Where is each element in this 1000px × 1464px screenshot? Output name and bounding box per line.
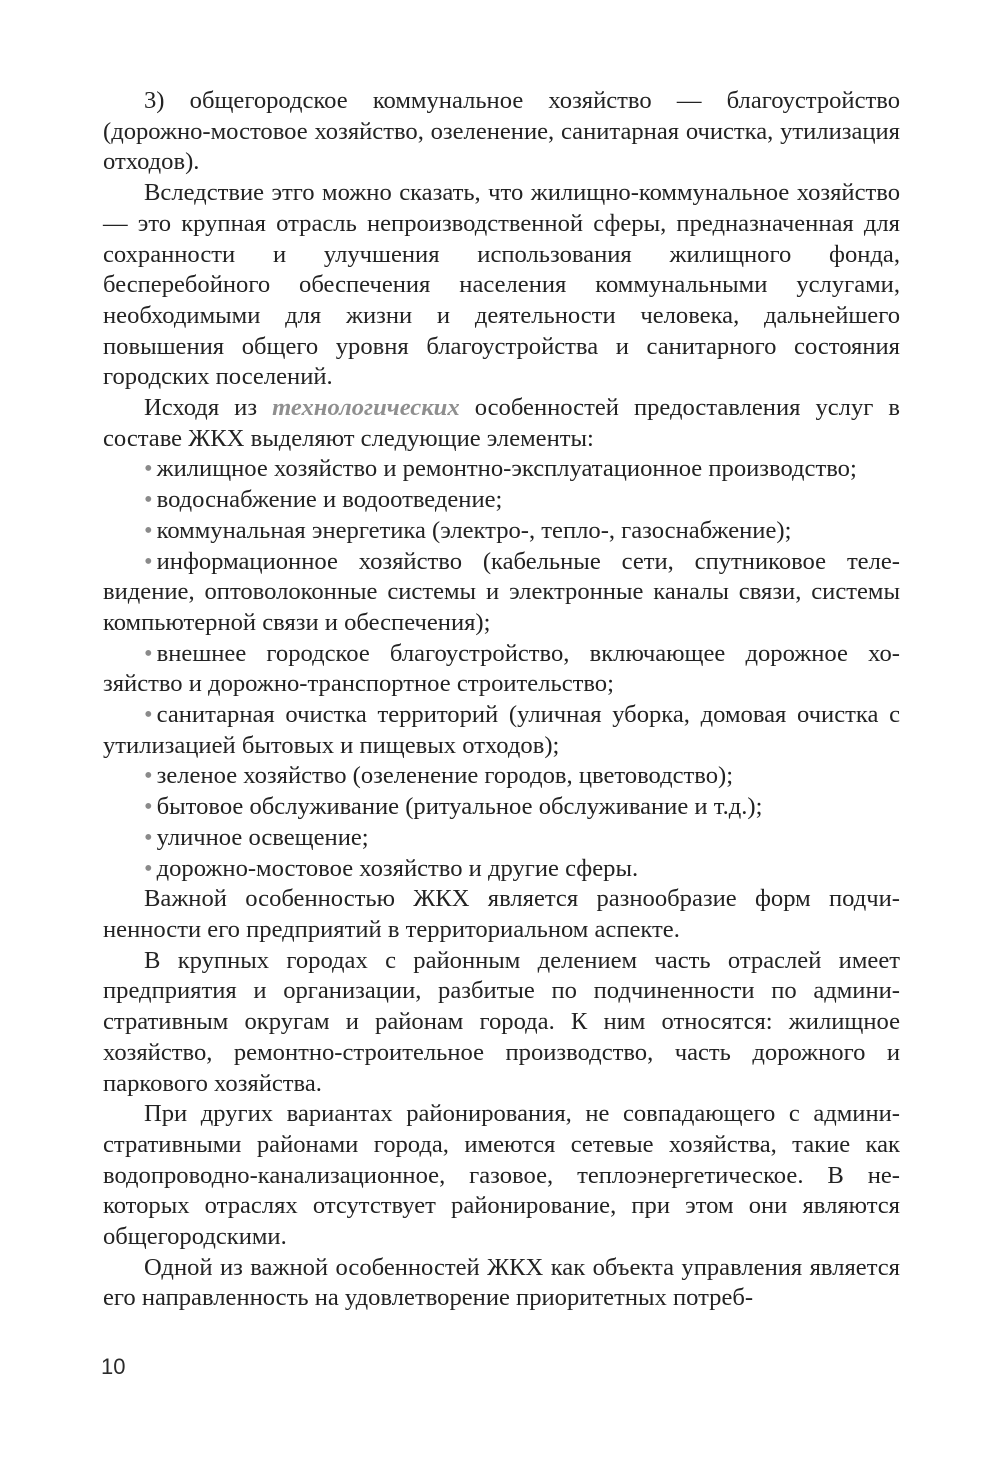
bullet-icon: • [144,639,153,667]
bullet-icon: • [144,854,153,882]
list-item [103,639,900,700]
bullet-icon: • [144,486,153,514]
paragraph-technological-features [103,393,900,454]
list-item-text: уличное освещение; [156,823,369,851]
list-item-text: внешнее городское благоустройство, включающее дорожное хозяйство и дорожно-транспортное строительство; [103,639,900,698]
paragraph-large-cities: В крупных городах с районным делением часть отраслей имеет предприятия и организации, разбитые по подчиненности по административным округам и районам города. К ним относятся: жилищное хозяйство, ремонтно-строительное производство, часть дорожного и паркового хозяйства. [103,946,900,1097]
emphasized-term: технологических [272,394,460,422]
list-item [103,454,900,485]
paragraph-subordination: Важной особенностью ЖКХ является разнообразие форм подчиненности его предприятий в территориальном аспекте. [103,885,900,943]
list-item [103,761,900,792]
bullet-icon: • [144,547,153,575]
list-item-text: зеленое хозяйство (озеленение городов, цветоводство); [156,762,734,790]
paragraph-municipal-services: 3) общегородское коммунальное хозяйство — благоустройство (дорожно-мостовое хозяйство, озеленение, санитарная очистка, утилизация отходов). [103,87,900,176]
body-text [103,86,900,1314]
list-item-text: бытовое обслуживание (ритуальное обслуживание и т.д.); [156,793,763,821]
bullet-icon: • [144,762,153,790]
paragraph-management-object: Одной из важной особенностей ЖКХ как объекта управления является его направленность на удовлетворение приоритетных потреб- [103,1253,900,1312]
list-item-text: водоснабжение и водоотведение; [156,486,503,514]
list-item [103,485,900,516]
bullet-icon: • [144,516,153,544]
list-item [103,700,900,761]
paragraph-housing-definition: Вследствие этго можно сказать, что жилищно-коммунальное хозяйство — это крупная отрасль непроизводственной сферы, предназначенная для сохранности и улучшения использования жилищного фонда, бесперебойного обеспечения населения коммунальными услугами, необходимыми для жизни и деятельности человека, дальнейшего повышения общего уровня благоустройства и санитарного состояния городских поселений. [103,179,900,391]
bullet-icon: • [144,793,153,821]
list-item-text: санитарная очистка территорий (уличная уборка, домовая очистка с утилизацией бытовых и пищевых отходов); [103,701,900,759]
page-number: 10 [101,1354,126,1379]
list-item-text: дорожно-мостовое хозяйство и другие сферы. [156,854,639,882]
bullet-icon: • [144,701,153,729]
list-item [103,823,900,854]
list-item [103,516,900,547]
list-item-text: коммунальная энергетика (электро-, тепло-, газоснабжение); [156,516,792,544]
bullet-icon: • [144,455,153,483]
paragraph-zoning: При других вариантах районирования, не совпадающего с административными районами города, имеются сетевые хозяйства, такие как водопроводно-канализационное, газовое, теплоэнергетическое. В некоторых отраслях отсутствует районирование, при этом они являются общегородскими. [103,1100,900,1251]
list-item-text: жилищное хозяйство и ремонтно-эксплуатационное производство; [156,455,857,483]
paragraph-intro-text: Исходя из [144,394,258,422]
list-item [103,854,900,885]
list-item-text: информационное хозяйство (кабельные сети, спутниковое телевидение, оптоволоконные системы и электронные каналы связи, системы компьютерной связи и обеспечения); [103,547,900,636]
paragraph-intro-continuation: особенностей предоставления услуг в составе ЖКХ выделяют следующие элементы: [103,394,900,452]
bullet-icon: • [144,823,153,851]
list-item [103,792,900,823]
list-item [103,547,900,639]
